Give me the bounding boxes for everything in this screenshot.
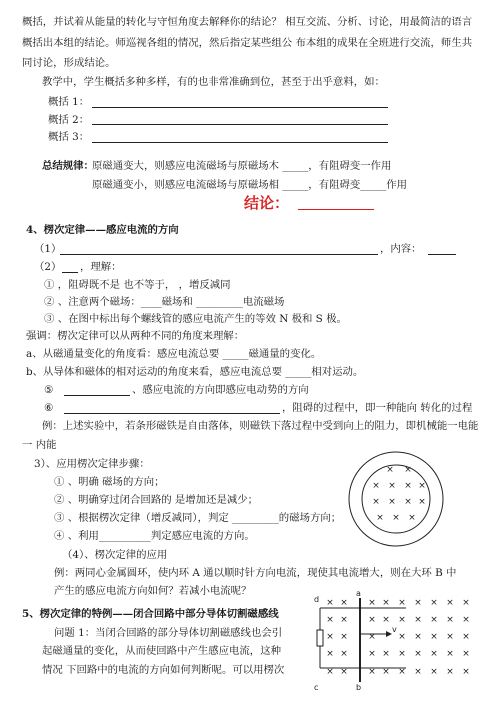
summary-label-3: 概括 3： bbox=[48, 131, 90, 143]
label-a: a bbox=[356, 590, 361, 598]
rule-label: 总结规律： bbox=[42, 160, 94, 172]
ring-cross: × bbox=[418, 497, 426, 507]
example-line-2: 一 内能 bbox=[22, 439, 57, 451]
field-cross: × bbox=[414, 615, 422, 625]
field-cross: × bbox=[462, 615, 470, 625]
field-cross: × bbox=[414, 632, 422, 642]
field-cross: × bbox=[462, 632, 470, 642]
field-cross: × bbox=[340, 615, 348, 625]
intro-line-1: 概括，并试着从能量的转化与守恒角度去解释你的结论？ 相互交流、分析、讨论，用最简洁的语言 bbox=[22, 16, 473, 28]
point-6-text: ，阻碍的过程中，即一种能向 转化的过程 bbox=[282, 402, 473, 414]
field-cross: × bbox=[340, 649, 348, 659]
item-2-understanding: ，理解： bbox=[80, 261, 122, 273]
field-cross: × bbox=[430, 649, 438, 659]
understand-1: ① ，阻碍既不是 也不等于， ，增反减同 bbox=[44, 279, 231, 291]
step-4: ④ 、利用__________判定感应电流的方向。 bbox=[54, 530, 255, 542]
field-cross: × bbox=[398, 632, 406, 642]
summary-blank-1[interactable] bbox=[92, 107, 388, 108]
ring-cross: × bbox=[388, 497, 396, 507]
understand-2: ② 、注意两个磁场：____磁场和 _________电流磁场 bbox=[44, 296, 285, 308]
field-cross: × bbox=[340, 632, 348, 642]
step-5: （4）、楞次定律的应用 bbox=[62, 549, 168, 561]
emphasis-b: b、从导体和磁体的相对运动的角度来看，感应电流总要 _____相对运动。 bbox=[26, 366, 364, 378]
emphasis-a: a、从磁通量变化的角度看：感应电流总要 _____磁通量的变化。 bbox=[26, 348, 322, 360]
field-cross: × bbox=[462, 649, 470, 659]
rule-line-2: 原磁通变小，则感应电流磁场与原磁场相 _____，有阻碍变_____作用 bbox=[92, 179, 408, 191]
field-cross: × bbox=[382, 598, 390, 608]
field-cross: × bbox=[368, 615, 376, 625]
emphasis-intro: 强调：楞次定律可以从两种不同的角度来理解： bbox=[26, 330, 245, 342]
field-cross: × bbox=[430, 615, 438, 625]
field-cross: × bbox=[414, 649, 422, 659]
field-cross: × bbox=[340, 667, 348, 677]
example-line-1: 例：上述实验中，若条形磁铁是自由落体，则磁铁下落过程中受到向上的阻力，即机械能一电能 bbox=[42, 420, 479, 432]
field-cross: × bbox=[368, 667, 376, 677]
point-5-text: 、感应电流的方向即感应电动势的方向 bbox=[132, 384, 309, 396]
point-5-blank[interactable] bbox=[64, 395, 130, 396]
field-cross: × bbox=[462, 598, 470, 608]
question-1-line-3: 情况 下回路中的电流的方向如何判断呢。可以用楞次 bbox=[42, 664, 285, 676]
label-c: c bbox=[314, 683, 319, 692]
item-2-blank[interactable] bbox=[62, 272, 78, 273]
item-2-prefix: （2） bbox=[34, 261, 62, 273]
ring-cross: × bbox=[408, 513, 416, 523]
field-cross: × bbox=[382, 615, 390, 625]
field-cross: × bbox=[414, 598, 422, 608]
section-5-title: 5、楞次定律的特例——闭合回路中部分导体切割磁感线 bbox=[22, 608, 279, 620]
conclusion-heading: 结论： bbox=[244, 194, 290, 212]
field-cross: × bbox=[326, 667, 334, 677]
point-6-blank[interactable] bbox=[64, 413, 280, 414]
field-cross: × bbox=[398, 615, 406, 625]
understand-3: ③ 、在图中标出每个螺线管的感应电流产生的等效 N 极和 S 极。 bbox=[44, 313, 347, 325]
conclusion-blank[interactable] bbox=[298, 209, 374, 210]
ring-cross: × bbox=[372, 481, 380, 491]
field-cross: × bbox=[446, 632, 454, 642]
item-1-content-label: ，内容： bbox=[380, 243, 422, 255]
label-d: d bbox=[314, 595, 320, 604]
ring-cross: × bbox=[372, 497, 380, 507]
ring-cross: × bbox=[418, 481, 426, 491]
ring-cross: × bbox=[404, 497, 412, 507]
field-cross: × bbox=[368, 598, 376, 608]
summary-label-1: 概括 1： bbox=[48, 96, 90, 108]
point-6-marker: ⑥ bbox=[44, 402, 54, 414]
field-cross: × bbox=[340, 598, 348, 608]
field-cross: × bbox=[430, 632, 438, 642]
field-cross: × bbox=[368, 649, 376, 659]
question-1-line-1: 问题 1：当闭合回路的部分导体切割磁感线也会引 bbox=[54, 627, 283, 639]
item-1-prefix: （1） bbox=[34, 243, 62, 255]
intro-line-4: 教学中，学生概括多种多样，有的也非常准确到位，甚至于出乎意料，如： bbox=[42, 76, 385, 88]
ring-cross: × bbox=[404, 481, 412, 491]
field-cross: × bbox=[326, 649, 334, 659]
ring-cross: × bbox=[392, 513, 400, 523]
field-cross: × bbox=[398, 667, 406, 677]
steps-heading: 3）、应用楞次定律步骤： bbox=[34, 458, 150, 470]
field-cross: × bbox=[326, 615, 334, 625]
step-2: ② 、明确穿过闭合回路的 是增加还是减少； bbox=[54, 494, 259, 506]
item-1-blank[interactable] bbox=[60, 254, 378, 255]
rings-example-2: 产生的感应电流方向如何？若减小电流呢？ bbox=[54, 585, 252, 597]
concentric-rings-figure bbox=[346, 450, 446, 550]
field-cross: × bbox=[414, 667, 422, 677]
label-b: b bbox=[356, 683, 362, 692]
point-5-marker: ⑤ bbox=[44, 384, 54, 396]
summary-blank-2[interactable] bbox=[92, 124, 388, 125]
summary-label-2: 概括 2： bbox=[48, 114, 90, 126]
field-cross: × bbox=[446, 615, 454, 625]
step-1: ① 、明确 磁场的方向； bbox=[54, 476, 165, 488]
field-cross: × bbox=[462, 667, 470, 677]
field-cross: × bbox=[430, 667, 438, 677]
rings-example-1: 例：两同心金属圆环，使内环 A 通以顺时针方向电流，现使其电流增大，则在大环 B 中 bbox=[54, 567, 457, 579]
summary-blank-3[interactable] bbox=[92, 142, 388, 143]
field-cross: × bbox=[382, 649, 390, 659]
field-cross: × bbox=[382, 667, 390, 677]
question-1-line-2: 起磁通量的变化，从而使回路中产生感应电流，这种 bbox=[42, 645, 281, 657]
rule-line-1: 原磁通变大，则感应电流磁场与原磁场木 _____，有阻碍变一作用 bbox=[92, 160, 392, 172]
ring-cross: × bbox=[388, 481, 396, 491]
field-cross: × bbox=[446, 667, 454, 677]
field-cross: × bbox=[446, 598, 454, 608]
ring-cross: × bbox=[386, 465, 394, 475]
field-cross: × bbox=[398, 598, 406, 608]
section-4-title: 4、楞次定律——感应电流的方向 bbox=[26, 224, 179, 236]
step-3: ③ 、根据楞次定律（增反减同），判定 _________的磁场方向； bbox=[54, 512, 342, 524]
field-cross: × bbox=[326, 632, 334, 642]
intro-line-3: 同讨论，形成结论。 bbox=[22, 57, 116, 69]
rod-in-field-figure bbox=[306, 590, 486, 696]
field-cross: × bbox=[430, 598, 438, 608]
ring-cross: × bbox=[376, 513, 384, 523]
field-cross: × bbox=[326, 598, 334, 608]
ring-cross: × bbox=[404, 465, 412, 475]
field-cross: × bbox=[368, 632, 376, 642]
item-1-content-blank[interactable] bbox=[428, 254, 456, 255]
field-cross: × bbox=[446, 649, 454, 659]
field-cross: × bbox=[398, 649, 406, 659]
label-v: v bbox=[392, 625, 397, 634]
intro-line-2: 概括出本组的结论。师巡视各组的情况，然后指定某些组公 布本组的成果在全班进行交流，师生共 bbox=[22, 37, 473, 49]
